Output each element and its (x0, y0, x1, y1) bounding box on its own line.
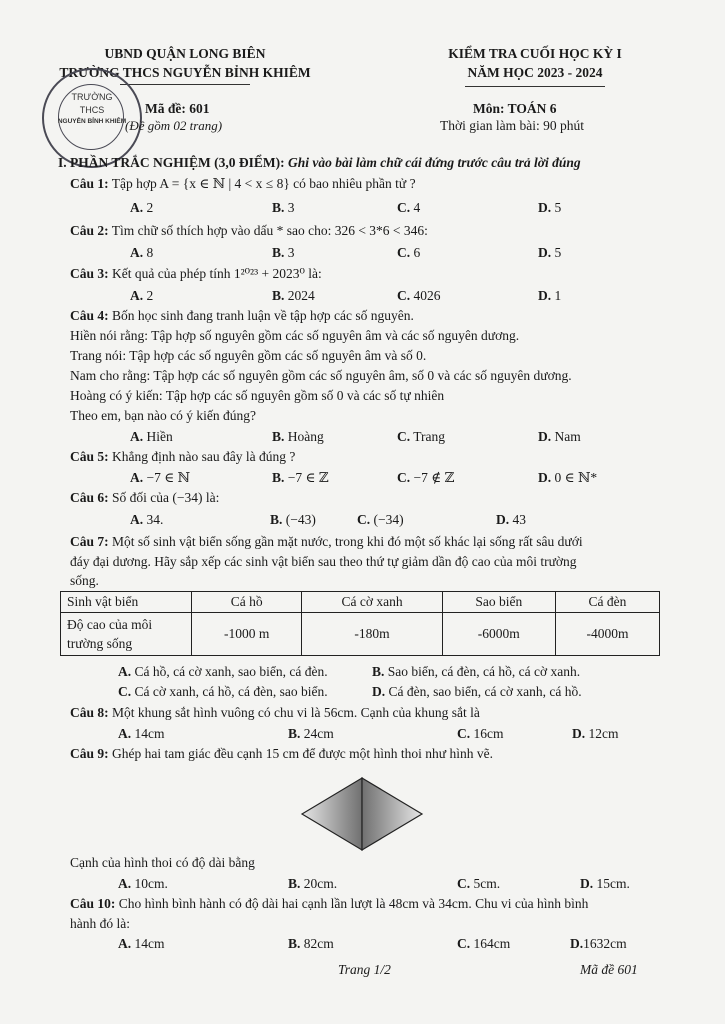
q4-line-2: Trang nói: Tập hợp các số nguyên gồm các số nguyên âm và số 0. (70, 348, 427, 363)
q7-option-d: D. Cá đèn, sao biển, cá cờ xanh, cá hồ. (372, 684, 582, 699)
question-8: Câu 8: Một khung sắt hình vuông có chu vi là 56cm. Cạnh của khung sắt là (70, 705, 480, 720)
q2-option-c: C. 6 (397, 245, 421, 260)
q10-option-d: D.1632cm (570, 936, 627, 951)
q10-option-a: A. 14cm (118, 936, 165, 951)
page-number: Trang 1/2 (338, 962, 391, 977)
section-instruction: Ghi vào bài làm chữ cái đứng trước câu trả lời đúng (288, 155, 581, 170)
q9-option-c: C. 5cm. (457, 876, 501, 891)
q8-option-a: A. 14cm (118, 726, 165, 741)
q7-option-c: C. Cá cờ xanh, cá hồ, cá đèn, sao biển. (118, 684, 328, 699)
q4-line-5: Theo em, bạn nào có ý kiến đúng? (70, 408, 256, 423)
q5-option-d: D. 0 ∈ ℕ* (538, 470, 598, 485)
seal-line-1: TRƯỜNG (71, 92, 113, 102)
table-header-cell: Cá hồ (192, 592, 302, 613)
subject: Môn: TOÁN 6 (473, 101, 557, 116)
table-header-row (61, 592, 660, 613)
table-cell: -1000 m (192, 613, 302, 656)
table-row (61, 613, 660, 656)
table-header-cell: Sao biển (442, 592, 555, 613)
table-header-cell: Cá đèn (555, 592, 659, 613)
marine-life-table (60, 591, 660, 656)
q1-option-a: A. 2 (130, 200, 154, 215)
q8-option-d: D. 12cm (572, 726, 619, 741)
table-header-cell: Cá cờ xanh (302, 592, 442, 613)
seal-line-2: THCS (79, 105, 105, 115)
q6-option-d: D. 43 (496, 512, 526, 527)
table-header-cell: Sinh vật biển (61, 592, 192, 613)
q9-prompt: Cạnh của hình thoi có độ dài bằng (70, 855, 255, 870)
q7-line-3: sống. (70, 573, 99, 588)
header-left-underline (120, 84, 250, 85)
q4-option-d: D. Nam (538, 429, 581, 444)
q2-option-b: B. 3 (272, 245, 295, 260)
q10-option-c: C. 164cm (457, 936, 511, 951)
question-2: Câu 2: Tìm chữ số thích hợp vào dấu * sao cho: 326 < 3*6 < 346: (70, 223, 428, 238)
q9-option-d: D. 15cm. (580, 876, 630, 891)
q5-option-a: A. −7 ∈ ℕ (130, 470, 190, 485)
q6-option-b: B. (−43) (270, 512, 316, 527)
exam-title: KIỂM TRA CUỐI HỌC KỲ I (448, 46, 622, 61)
question-10: Câu 10: Cho hình bình hành có độ dài hai cạnh lần lượt là 48cm và 34cm. Chu vi của hình bình (70, 896, 589, 911)
table-row-label: Độ cao của môi trường sống (61, 613, 192, 656)
exam-code: Mã đề: 601 (145, 101, 210, 116)
seal-line-3: NGUYỄN BỈNH KHIÊM (57, 118, 127, 125)
q3-option-c: C. 4026 (397, 288, 441, 303)
right-triangle (362, 778, 422, 850)
exam-header (400, 44, 670, 82)
question-1: Câu 1: Tập hợp A = {x ∈ ℕ | 4 < x ≤ 8} có bao nhiêu phần tử ? (70, 176, 416, 191)
q3-option-b: B. 2024 (272, 288, 315, 303)
left-triangle (302, 778, 362, 850)
district-name: UBND QUẬN LONG BIÊN (104, 46, 266, 61)
q8-option-b: B. 24cm (288, 726, 334, 741)
q3-option-a: A. 2 (130, 288, 154, 303)
table-cell: -4000m (555, 613, 659, 656)
q8-option-c: C. 16cm (457, 726, 504, 741)
q5-option-c: C. −7 ∉ ℤ (397, 470, 455, 485)
table-cell: -6000m (442, 613, 555, 656)
q2-option-a: A. 8 (130, 245, 154, 260)
q2-option-d: D. 5 (538, 245, 562, 260)
q9-option-b: B. 20cm. (288, 876, 338, 891)
q4-option-c: C. Trang (397, 429, 446, 444)
q6-option-c: C. (−34) (357, 512, 404, 527)
q4-option-b: B. Hoàng (272, 429, 324, 444)
q7-option-a: A. Cá hồ, cá cờ xanh, sao biển, cá đèn. (118, 664, 328, 679)
question-6: Câu 6: Số đối của (−34) là: (70, 490, 220, 505)
q1-option-d: D. 5 (538, 200, 562, 215)
q7-option-b: B. Sao biển, cá đèn, cá hồ, cá cờ xanh. (372, 664, 581, 679)
school-name: TRƯỜNG THCS NGUYỄN BỈNH KHIÊM (59, 65, 311, 80)
school-year: NĂM HỌC 2023 - 2024 (467, 65, 603, 80)
q6-option-a: A. 34. (130, 512, 164, 527)
q7-line-2: đáy đại dương. Hãy sắp xếp các sinh vật biển sau theo thứ tự giảm dần độ cao của môi trường (70, 554, 577, 569)
q1-option-c: C. 4 (397, 200, 421, 215)
table-cell: -180m (302, 613, 442, 656)
footer-exam-code: Mã đề 601 (580, 962, 638, 977)
question-3: Câu 3: Kết quả của phép tính 1²⁰²³ + 2023⁰ là: (70, 266, 322, 281)
time-limit: Thời gian làm bài: 90 phút (440, 118, 584, 133)
q10-line-2: hành đó là: (70, 916, 130, 931)
q4-line-4: Hoàng có ý kiến: Tập hợp các số nguyên gồm số 0 và các số tự nhiên (70, 388, 445, 403)
rhombus-figure (300, 776, 424, 852)
header-right-underline (465, 86, 605, 87)
question-5: Câu 5: Khẳng định nào sau đây là đúng ? (70, 449, 296, 464)
q10-option-b: B. 82cm (288, 936, 334, 951)
q4-option-a: A. Hiền (130, 429, 173, 444)
question-4: Câu 4: Bốn học sinh đang tranh luận về tập hợp các số nguyên. (70, 308, 414, 323)
q1-option-b: B. 3 (272, 200, 295, 215)
q9-option-a: A. 10cm. (118, 876, 168, 891)
q4-line-1: Hiền nói rằng: Tập hợp số nguyên gồm các số nguyên âm và các số nguyên dương. (70, 328, 520, 343)
q3-option-d: D. 1 (538, 288, 562, 303)
question-9: Câu 9: Ghép hai tam giác đều cạnh 15 cm để được một hình thoi như hình vẽ. (70, 746, 493, 761)
q5-option-b: B. −7 ∈ ℤ (272, 470, 329, 485)
question-7: Câu 7: Một số sinh vật biển sống gần mặt nước, trong khi đó một số khác lại sống rất sâu dưới (70, 534, 583, 549)
section-title: I. PHẦN TRẮC NGHIỆM (3,0 ĐIỂM): Ghi vào bài làm chữ cái đứng trước câu trả lời đúng (58, 155, 581, 170)
q4-line-3: Nam cho rằng: Tập hợp các số nguyên gồm các số nguyên âm, số 0 và các số nguyên dương. (70, 368, 572, 383)
page-count: (Đề gồm 02 trang) (125, 118, 223, 133)
